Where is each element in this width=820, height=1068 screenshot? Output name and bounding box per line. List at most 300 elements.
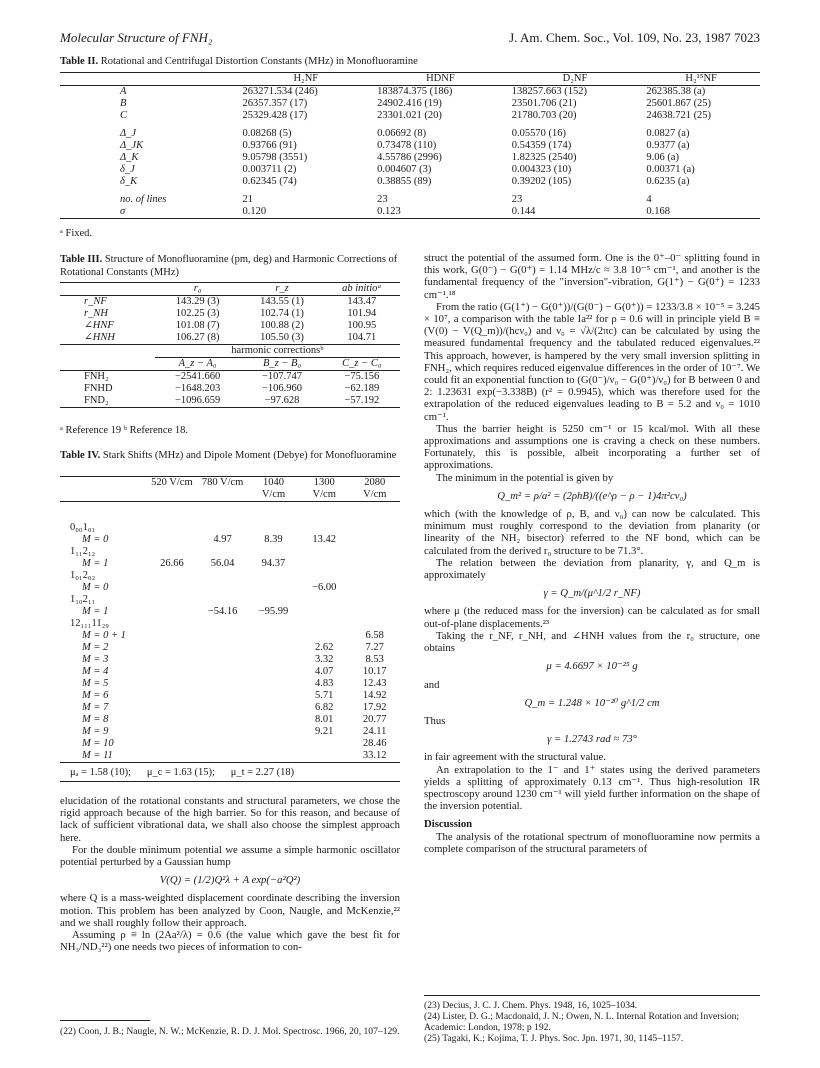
row-label: M = 5 (82, 678, 109, 689)
table-cell: 6.82 (315, 702, 334, 713)
table-cell: 143.47 (347, 296, 377, 307)
table-cell: 12.43 (362, 678, 387, 689)
table-row (60, 371, 400, 384)
row-label: ∠HNF (84, 320, 114, 331)
table-cell: 138257.663 (152) (511, 86, 587, 97)
table-cell (197, 714, 248, 726)
table-cell: 102.74 (1) (260, 308, 304, 319)
left-column (60, 795, 400, 953)
table-cell (248, 630, 299, 642)
paragraph: which (with the knowledge of ρ, B, and ν₀) can now be calculated. This minimum must roughly correspond to the deviation from planarity (or linearity of the NH₂ bisector) referred to the NF bond, which can be calculated from the derived r₀ structure to be 71.3°. (424, 508, 760, 557)
table-row (60, 702, 400, 714)
table-row (60, 690, 400, 702)
table-cell: 0.9377 (a) (646, 140, 690, 151)
table-cell (147, 702, 197, 714)
column-header: 780 V/cm (197, 477, 248, 502)
table-row (60, 714, 400, 726)
footnote-25: (25) Tagaki, K.; Kojima, T. J. Phys. Soc. Jpn. 1971, 30, 1145–1157. (424, 1033, 684, 1044)
table-cell (147, 714, 197, 726)
table-cell: 0.168 (642, 206, 760, 219)
table-row (60, 140, 760, 152)
table-cell: 28.46 (362, 738, 387, 749)
table-row (60, 395, 400, 408)
dipole-moment-summary: μₐ = 1.58 (10); μ_c = 1.63 (15); μ_t = 2.27 (18) (60, 763, 400, 782)
row-label: B (120, 98, 127, 109)
sub-header: harmonic correctionsᵇ (155, 345, 400, 358)
table-cell (349, 582, 400, 594)
table-cell: 262385.38 (a) (646, 86, 706, 97)
column-header (60, 358, 155, 371)
column-header: C_z − C₀ (324, 358, 400, 371)
table-cell (147, 570, 197, 582)
table-cell: 0.62345 (74) (242, 176, 297, 187)
table-row (60, 630, 400, 642)
table-cell (197, 594, 248, 606)
table-row (60, 666, 400, 678)
table-row (60, 594, 400, 606)
row-label: 1₁₁2₁₂ (70, 546, 96, 557)
table-cell: −75.156 (344, 371, 380, 382)
row-label: M = 10 (82, 738, 114, 749)
table-row (60, 642, 400, 654)
table-cell (248, 594, 299, 606)
table3-caption-label: Table III. (60, 254, 103, 265)
table-cell (197, 702, 248, 714)
table-cell: 0.73478 (110) (377, 140, 437, 151)
table-cell: 23 (511, 194, 523, 205)
table-row (60, 654, 400, 666)
table-cell (197, 726, 248, 738)
running-header-right: J. Am. Chem. Soc., Vol. 109, No. 23, 1987 7023 (509, 30, 760, 45)
table-cell: 9.05798 (3551) (242, 152, 308, 163)
row-label: 12₁₁₁11₂₉ (70, 618, 109, 629)
table-cell: 21780.703 (20) (511, 110, 577, 121)
table-cell (197, 642, 248, 654)
table-cell: 14.92 (362, 690, 387, 701)
table-cell: 4.83 (315, 678, 334, 689)
table-cell: 7.27 (365, 642, 384, 653)
table-cell (248, 726, 299, 738)
table-cell (147, 618, 197, 630)
table-cell: 0.93766 (91) (242, 140, 297, 151)
table-cell (299, 750, 350, 763)
paragraph: From the ratio (G(1⁺) − G(0⁺))/(G(0⁻) − G(0⁺)) = 1233/3.8 × 10⁻⁵ = 3.245 × 10⁷, a comparison with the table Ia²² for ρ = 0.6 will in principle yield B ≡ (V(0) − V(Q_m))/(hcν₀) and ν₀ = √λ/(2πc) can be calculated by using the measured fundamental frequency and the tabulated reduced eigenvalues.²² This approach, however, is hampered by the very small inversion splitting in FNH₂, which requires reduced eigenvalue differences in the order of 10⁻⁷. We could fit an exponential function to (G(0⁻)/ν₀ − G(0⁺)/ν₀) for B between 0 and 2: 1.23631 exp(−3.338B) (r² = 0.9945), which was therefore used for the extrapolation of the reduced eigenvalues leading to B = 5.2 and ν₀ = 1010 cm⁻¹. (424, 300, 760, 423)
row-label: M = 4 (82, 666, 109, 677)
table-cell: 0.123 (373, 206, 508, 219)
table-row (60, 194, 760, 206)
table-cell (248, 546, 299, 558)
row-label: M = 2 (82, 642, 109, 653)
paragraph: For the double minimum potential we assume a simple harmonic oscillator potential perturbed by a Gaussian hump (60, 843, 400, 869)
table-cell: −54.16 (207, 606, 238, 617)
table-cell: −107.747 (262, 371, 303, 382)
table-cell: 143.55 (1) (260, 296, 304, 307)
column-header: D₂NF (508, 73, 643, 86)
table2-caption-text: Rotational and Centrifugal Distortion Constants (MHz) in Monofluoramine (100, 56, 418, 67)
table-cell: 0.144 (508, 206, 643, 219)
table-header-row (60, 73, 760, 86)
table-cell: −57.192 (324, 395, 400, 408)
row-label: M = 9 (82, 726, 109, 737)
table-cell (349, 558, 400, 570)
table-cell: 0.120 (238, 206, 373, 219)
table-cell: 33.12 (362, 750, 387, 761)
table-cell: 0.00371 (a) (646, 164, 695, 175)
table-cell: 0.38855 (89) (377, 176, 432, 187)
table-cell (147, 750, 197, 763)
table-cell (248, 642, 299, 654)
table-cell (197, 654, 248, 666)
table-cell: 56.04 (210, 558, 235, 569)
table-cell: 4 (646, 194, 652, 205)
table-header-row (60, 283, 400, 296)
table-row (60, 546, 400, 558)
column-header: B_z − B₀ (240, 358, 323, 371)
table-cell (147, 642, 197, 654)
table-cell (197, 546, 248, 558)
paragraph: elucidation of the rotational constants and structural parameters, we chose the rigid approach because of the high barrier. So for this reason, and because of lack of sufficient vibrational data, we shall also choose the simplest approach here. (60, 795, 400, 844)
table-cell (147, 534, 197, 546)
table-cell (299, 546, 350, 558)
table-cell (349, 606, 400, 618)
table-row (60, 332, 400, 345)
table-cell: 24.11 (363, 726, 387, 737)
table-cell (147, 606, 197, 618)
table-row (60, 383, 400, 395)
table-cell (248, 750, 299, 763)
table-row (60, 618, 400, 630)
column-header: HDNF (373, 73, 508, 86)
equation: μ = 4.6697 × 10⁻²⁵ g (546, 660, 638, 673)
table-cell (349, 534, 400, 546)
table-row (60, 678, 400, 690)
table3-caption (60, 254, 400, 279)
table-cell (147, 678, 197, 690)
paragraph: where μ (the reduced mass for the inversion) can be calculated as for small out-of-plane displacements.²³ (424, 605, 760, 630)
column-header: 1300 V/cm (299, 477, 350, 502)
row-label: M = 3 (82, 654, 109, 665)
table-row (60, 558, 400, 570)
row-label: M = 0 + 1 (82, 630, 126, 641)
table-cell (147, 726, 197, 738)
table-cell (349, 546, 400, 558)
table-row (60, 308, 400, 320)
table-cell: 100.95 (347, 320, 377, 331)
table-cell: 0.06692 (8) (377, 128, 427, 139)
table-cell (197, 502, 248, 535)
table-cell: 0.004607 (3) (377, 164, 432, 175)
table-cell: 0.54359 (174) (511, 140, 572, 151)
table-cell (248, 666, 299, 678)
table-cell: 0.6235 (a) (646, 176, 690, 187)
row-label: A (120, 86, 127, 97)
table-row (60, 750, 400, 763)
table-cell (147, 654, 197, 666)
table-row (60, 98, 760, 110)
right-column (424, 252, 760, 855)
table-cell: 25601.867 (25) (646, 98, 712, 109)
running-header-left: Molecular Structure of FNH₂ (60, 30, 213, 45)
column-header: r₀ (155, 283, 241, 296)
table-row (60, 176, 760, 188)
row-label: M = 0 (82, 534, 109, 545)
table-cell (197, 570, 248, 582)
equation: γ = 1.2743 rad ≈ 73° (547, 733, 637, 746)
table-cell (248, 678, 299, 690)
table-cell: 8.53 (365, 654, 384, 665)
table-row (60, 206, 760, 219)
equation: V(Q) = (1/2)Q²λ + A exp(−a²Q²) (159, 874, 301, 887)
row-label: FNHD (84, 383, 113, 394)
table-cell (197, 738, 248, 750)
footnote-rule (424, 995, 760, 996)
table-row (60, 128, 760, 140)
table-cell (299, 630, 350, 642)
column-header: H₂¹⁵NF (642, 73, 760, 86)
row-label: 0₀₀1₀₁ (70, 522, 96, 533)
table2 (60, 72, 760, 219)
paragraph: Thus (424, 714, 446, 727)
paragraph: The analysis of the rotational spectrum of monofluoramine now permits a complete comparison of the structural parameters of (424, 830, 760, 855)
table-cell: 0.004323 (10) (511, 164, 572, 175)
table-cell: 1.82325 (2540) (511, 152, 577, 163)
column-header: 520 V/cm (147, 477, 197, 502)
column-header: A_z − A₀ (155, 358, 241, 371)
table-cell (349, 502, 400, 535)
table-cell: 106.27 (8) (175, 332, 220, 343)
table-cell (197, 750, 248, 763)
table-cell: 4.07 (315, 666, 334, 677)
table3-footnote: ᵃ Reference 19 ᵇ Reference 18. (60, 425, 188, 436)
table-cell (299, 570, 350, 582)
table-cell: 4.55786 (2996) (377, 152, 442, 163)
table-row (60, 110, 760, 122)
table-cell: 10.17 (362, 666, 387, 677)
table-cell (248, 690, 299, 702)
table-cell (147, 630, 197, 642)
table-footer-row (60, 763, 400, 782)
table-cell (147, 666, 197, 678)
paragraph: The minimum in the potential is given by (436, 471, 614, 484)
row-label: 1₀₁2₀₂ (70, 570, 96, 581)
table-cell: −97.628 (240, 395, 323, 408)
row-label: 1₁₀2₁₁ (70, 594, 96, 605)
equation: γ = Q_m/(μ^1/2 r_NF) (543, 587, 641, 600)
table-cell: 0.0827 (a) (646, 128, 690, 139)
row-label: Δ_J (120, 128, 137, 139)
row-label: no. of lines (120, 194, 167, 205)
table-cell: 101.08 (7) (175, 320, 220, 331)
footnote-24: (24) Lister, D. G.; Macdonald, J. N.; Owen, N. L. Internal Rotation and Inversion; Academic: London, 1978; p 192. (424, 1011, 740, 1033)
footnote-rule (60, 1020, 150, 1021)
table-cell (349, 618, 400, 630)
table-row (60, 570, 400, 582)
table-cell (197, 630, 248, 642)
equation: Q_m² = ρ/a² = (2ρhB)/((e^ρ − ρ − 1)4π²cν₀) (497, 489, 687, 502)
row-label: M = 11 (82, 750, 113, 761)
table-cell (147, 594, 197, 606)
table-row (60, 582, 400, 594)
footnote-22: (22) Coon, J. B.; Naugle, N. W.; McKenzie, R. D. J. Mol. Spectrosc. 1966, 20, 107–129. (60, 1026, 400, 1037)
table-row (60, 738, 400, 750)
table-cell: 23301.021 (20) (377, 110, 442, 121)
column-header (60, 283, 155, 296)
row-label: M = 0 (82, 582, 109, 593)
column-header: H₂NF (238, 73, 373, 86)
table-row (60, 726, 400, 738)
row-label: M = 8 (82, 714, 109, 725)
table-cell: 0.08268 (5) (242, 128, 292, 139)
table-cell: 23 (377, 194, 388, 205)
table-cell (147, 738, 197, 750)
equation: Q_m = 1.248 × 10⁻²⁰ g^1/2 cm (524, 696, 660, 709)
paragraph: The relation between the deviation from planarity, γ, and Q_m is approximately (424, 556, 760, 582)
table-cell: 25329.428 (17) (242, 110, 308, 121)
table-cell: −1648.203 (174, 383, 221, 394)
table-cell: 23501.706 (21) (511, 98, 577, 109)
column-header: 1040 V/cm (248, 477, 299, 502)
table2-caption (60, 56, 418, 69)
table-cell (349, 594, 400, 606)
table-cell (248, 738, 299, 750)
table-row (60, 296, 400, 309)
table-cell (349, 570, 400, 582)
table-cell (248, 582, 299, 594)
table-cell (248, 570, 299, 582)
paragraph: An extrapolation to the 1⁻ and 1⁺ states using the derived parameters yields a splitting of approximately 0.13 cm⁻¹. Thus high-resolution IR spectroscopy around 1230 cm⁻¹ will yield further information on the shape of the inversion potential. (424, 763, 760, 813)
table-cell: 0.39202 (105) (511, 176, 572, 187)
table-cell: −6.00 (312, 582, 337, 593)
column-header: r_z (240, 283, 323, 296)
sub-header-row (60, 345, 400, 358)
table4-caption-text: Stark Shifts (MHz) and Dipole Moment (Debye) for Monofluoramine (102, 450, 397, 461)
table-cell: 26357.357 (17) (242, 98, 308, 109)
table-row (60, 152, 760, 164)
table-cell (248, 618, 299, 630)
table-cell (299, 558, 350, 570)
table-cell: 104.71 (347, 332, 377, 343)
row-label: M = 1 (82, 606, 109, 617)
table-cell (299, 594, 350, 606)
table4-caption-label: Table IV. (60, 450, 101, 461)
table-cell (197, 690, 248, 702)
table-cell: −62.189 (344, 383, 380, 394)
paragraph: Thus the barrier height is 5250 cm⁻¹ or 15 kcal/mol. With all these approximations and assumptions one is craving a check on these numbers. Fortunately, this is possible, albeit incorporating a further set of approximations. (424, 422, 760, 472)
table-cell: −2541.660 (174, 371, 221, 382)
row-label: M = 6 (82, 690, 109, 701)
paragraph: and (424, 678, 440, 691)
table-cell: 17.92 (362, 702, 387, 713)
table-row (60, 502, 400, 535)
table-cell: 8.01 (315, 714, 334, 725)
table-cell: 100.88 (2) (260, 320, 304, 331)
empty-cell (60, 345, 155, 358)
row-label: Δ_K (120, 152, 139, 163)
table-cell: 4.97 (213, 534, 232, 545)
table-cell (197, 666, 248, 678)
section-heading: Discussion (424, 818, 473, 831)
row-label: δ_K (120, 176, 138, 187)
table-cell (248, 502, 299, 535)
table-cell: −106.960 (262, 383, 303, 394)
row-label: ∠HNH (84, 332, 115, 343)
table-cell: 143.29 (3) (175, 296, 220, 307)
table-header-row (60, 358, 400, 371)
column-header (60, 73, 238, 86)
table-cell (299, 606, 350, 618)
footnotes-right (424, 1000, 760, 1044)
paragraph: Assuming ρ ≡ ln (2Aa²/λ) = 0.6 (the value which gave the best fit for NH₃/ND₃²²) one needs two pieces of information to con- (60, 929, 400, 954)
table2-caption-label: Table II. (60, 56, 99, 67)
table-cell: 9.06 (a) (646, 152, 679, 163)
table-cell (299, 618, 350, 630)
table-cell: 6.58 (365, 630, 384, 641)
table2-footnote: ᵃ Fixed. (60, 228, 93, 239)
table-header-row (60, 477, 400, 502)
table-cell: 9.21 (315, 726, 334, 737)
table-cell: −1096.659 (155, 395, 241, 408)
table-cell: 3.32 (315, 654, 334, 665)
column-header (60, 477, 147, 502)
table-cell: 8.39 (264, 534, 283, 545)
row-label: M = 1 (82, 558, 109, 569)
table-cell: 24638.721 (25) (646, 110, 712, 121)
table-cell (299, 738, 350, 750)
row-label: r_NH (84, 308, 108, 319)
table-cell: 26.66 (160, 558, 184, 569)
table-cell (248, 654, 299, 666)
table-cell: −95.99 (258, 606, 289, 617)
paragraph: in fair agreement with the structural value. (424, 751, 606, 764)
row-label: σ (60, 206, 238, 219)
table-cell (197, 678, 248, 690)
paragraph: struct the potential of the assumed form. One is the 0⁺–0⁻ splitting found in this work, G(0⁻) − G(0⁺) = 1.14 MHz/c ≈ 3.8 10⁻⁵ cm⁻¹, and another is the fundamental frequency of the "inversion"-vibration, G(1⁺) − G(0⁺) = 1233 cm⁻¹.¹⁸ (424, 252, 760, 301)
table-cell: 21 (242, 194, 253, 205)
column-header: 2080 V/cm (349, 477, 400, 502)
table4 (60, 476, 400, 782)
paragraph: Taking the r_NF, r_NH, and ∠HNH values from the r₀ structure, one obtains (424, 629, 760, 655)
row-label: FND₂ (60, 395, 155, 408)
table-cell (147, 582, 197, 594)
table-cell: 20.77 (362, 714, 387, 725)
table-cell: 263271.534 (246) (242, 86, 318, 97)
table-cell: 94.37 (261, 558, 286, 569)
column-header: ab initioᵃ (324, 283, 400, 296)
table-row (60, 86, 760, 99)
row-label: δ_J (120, 164, 135, 175)
table-cell: 0.003711 (2) (242, 164, 297, 175)
table-cell: 2.62 (315, 642, 334, 653)
table-cell: 105.50 (3) (260, 332, 304, 343)
table-cell: 102.25 (3) (175, 308, 220, 319)
table-cell (299, 502, 350, 535)
table-row (60, 606, 400, 618)
table4-caption (60, 450, 400, 463)
footnote-23: (23) Decius, J. C. J. Chem. Phys. 1948, 16, 1025–1034. (424, 1000, 638, 1011)
row-label: FNH₂ (84, 371, 109, 382)
table-cell (197, 582, 248, 594)
table-cell: 13.42 (312, 534, 337, 545)
table-cell: 183874.375 (186) (377, 86, 453, 97)
table-cell: 24902.416 (19) (377, 98, 442, 109)
table-cell: 101.94 (347, 308, 377, 319)
table3 (60, 282, 400, 408)
row-label: Δ_JK (120, 140, 144, 151)
table-row (60, 534, 400, 546)
table3-caption-text: Structure of Monofluoramine (pm, deg) and Harmonic Corrections of Rotational Constants (MHz) (60, 254, 398, 278)
table-cell: 0.05570 (16) (511, 128, 566, 139)
table-cell: 5.71 (315, 690, 334, 701)
